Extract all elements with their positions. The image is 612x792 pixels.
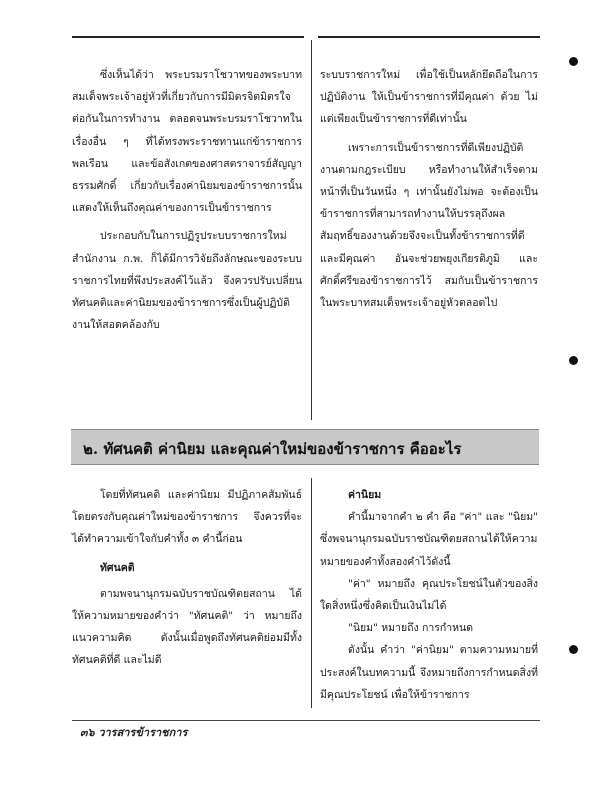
section-title: ๒. ทัศนคติ ค่านิยม และคุณค่าใหม่ของข้าราชการ คืออะไร <box>83 440 462 458</box>
binder-hole-bottom <box>569 645 578 654</box>
footer-rule <box>72 720 540 721</box>
paragraph: ตามพจนานุกรมฉบับราชบัณฑิตยสถาน ได้ให้ความหมายของคำว่า "ทัศนคติ" ว่า หมายถึง แนวความคิด ดังนั้นเมื่อพูดถึงทัศนคติย่อมมีทั้งทัศนคติที่ดี และไม่ดี <box>72 587 302 667</box>
paragraph: คำนี้มาจากคำ ๒ คำ คือ "ค่า" และ "นิยม" ซึ่งพจนานุกรมฉบับราชบัณฑิตยสถานได้ให้ความหมายของคำทั้งสองคำไว้ดังนี้ <box>320 511 538 568</box>
top-rule-left <box>72 36 304 38</box>
paragraph: ดังนั้น คำว่า "ค่านิยม" ตามความหมายที่ประสงค์ในบทความนี้ จึงหมายถึงการกำหนดสิ่งที่มีคุณประโยชน์ เพื่อให้ข้าราชการ <box>320 644 538 701</box>
paragraph: ซึ่งเห็นได้ว่า พระบรมราโชวาทของพระบาทสมเด็จพระเจ้าอยู่หัวที่เกี่ยวกับการมีมิตรจิตมิตรใจต่อกันในการทำงาน ตลอดจนพระบรมราโชวาทในเรื่องอื่น ๆ ที่ได้ทรงพระราชทานแก่ข้าราชการพลเรือน และข้อสังเกตของศาสตราจารย์สัญญา ธรรมศักดิ์ เกี่ยวกับเรื่องค่านิยมของข้าราชการนั้นแสดงให้เห็นถึงคุณค่าของการเป็นข้าราชการ <box>72 69 302 215</box>
bottom-left-column <box>72 484 302 672</box>
subheading-values: ค่านิยม <box>348 489 382 501</box>
column-divider-bottom <box>311 478 312 708</box>
paragraph: ประกอบกับในการปฏิรูประบบราชการใหม่ สำนักงาน ก.พ. ก็ได้มีการวิจัยถึงลักษณะของระบบราชการไทยที่พึงประสงค์ไว้แล้ว จึงควรปรับเปลี่ยนทัศนคติและค่านิยมของข้าราชการซึ่งเป็นผู้ปฏิบัติงานให้สอดคล้องกับ <box>72 230 302 332</box>
bottom-right-column <box>320 484 538 706</box>
paragraph: "ค่า" หมายถึง คุณประโยชน์ในตัวของสิ่งใดสิ่งหนึ่งซึ่งคิดเป็นเงินไม่ได้ <box>320 577 538 613</box>
top-right-column <box>320 64 538 314</box>
binder-hole-middle <box>569 356 578 365</box>
top-left-column <box>72 64 302 336</box>
paragraph: ระบบราชการใหม่ เพื่อใช้เป็นหลักยึดถือในการปฏิบัติงาน ให้เป็นข้าราชการที่มีคุณค่า ด้วย ไม่แต่เพียงเป็นข้าราชการที่ดีเท่านั้น <box>320 69 538 126</box>
top-rule-right <box>318 36 540 38</box>
paragraph: "นิยม" หมายถึง การกำหนด <box>348 622 474 635</box>
page-footer: ๓๖ วารสารข้าราชการ <box>80 726 188 739</box>
paragraph: เพราะการเป็นข้าราชการที่ดีเพียงปฏิบัติงานตามกฎระเบียบ หรือทำงานให้สำเร็จตามหน้าที่เป็นวันหนึ่ง ๆ เท่านั้นยังไม่พอ จะต้องเป็นข้าราชการที่สามารถทำงานให้บรรลุถึงผลสัมฤทธิ์ของงานด้วยจึงจะเป็นทั้งข้าราชการที่ดี และมีคุณค่า อันจะช่วยพยุงเกียรติภูมิ และศักดิ์ศรีของข้าราชการไว้ สมกับเป็นข้าราชการในพระบาทสมเด็จพระเจ้าอยู่หัวตลอดไป <box>320 141 538 310</box>
section-banner <box>71 429 539 465</box>
column-divider-top <box>311 40 312 420</box>
paragraph: โดยที่ทัศนคติ และค่านิยม มีปฏิภาคสัมพันธ์โดยตรงกับคุณค่าใหม่ของข้าราชการ จึงควรที่จะได้ทำความเข้าใจกับคำทั้ง ๓ คำนี้ก่อน <box>72 489 302 546</box>
binder-hole-top <box>569 57 578 66</box>
subheading-attitude: ทัศนคติ <box>100 561 135 574</box>
